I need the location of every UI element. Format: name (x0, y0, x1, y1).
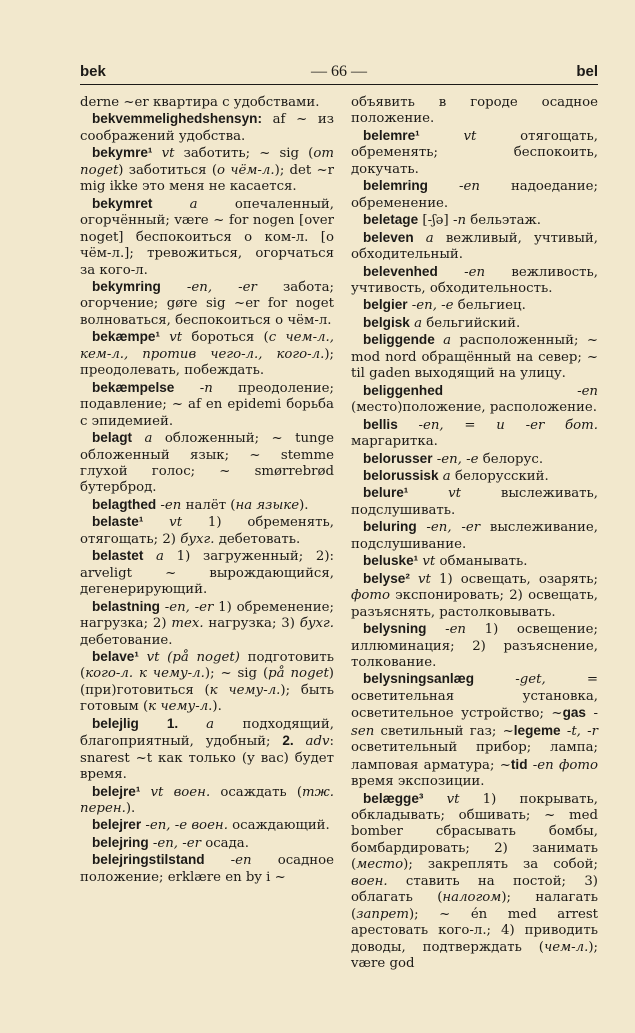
headword: bekymret (92, 195, 153, 211)
headword: belevenhed (363, 263, 438, 279)
left-column (80, 95, 334, 925)
dictionary-entry (80, 497, 334, 514)
headword: belyse² (363, 570, 410, 586)
dictionary-entry (80, 784, 334, 818)
headword: belorusser (363, 450, 433, 466)
entry-italic-label: vt (423, 791, 460, 807)
entry-bold-text: 2. (282, 733, 294, 749)
header-guide-word-right: bel (576, 63, 598, 80)
entry-text: (место)положение, расположение. (351, 400, 597, 416)
headword: belysning (363, 621, 427, 637)
entry-italic-label: с чем-л., кем-л., против чего-л., кого-л. (80, 330, 334, 362)
entry-text: ) заботиться ( (118, 162, 218, 178)
headword: belemring (363, 178, 428, 194)
entry-italic-label: запрет (356, 906, 409, 922)
entry-text: надоедание; обременение. (351, 179, 598, 211)
entry-text: осаждать ( (210, 784, 303, 800)
entry-text: подготовить ( (80, 649, 334, 682)
entry-italic-label: a (206, 716, 215, 732)
entry-text: ). (125, 801, 136, 817)
headword: belagt (92, 430, 133, 446)
entry-italic-label: a (438, 468, 451, 484)
entry-italic-label: к чему-л. (209, 682, 281, 698)
entry-text: дебетовать. (214, 531, 301, 547)
entry-text: бельэтаж. (466, 213, 542, 229)
dictionary-entry (351, 417, 598, 451)
entry-text: ); налагать ( (351, 890, 598, 922)
entry-text: осветительный прибор; лампа; ламповая арматура; ~ (351, 740, 598, 773)
headword: belægge³ (363, 790, 424, 806)
entry-italic-label: vt (152, 146, 175, 162)
headword: belejringstilstand (92, 852, 205, 868)
entry-text: ). (212, 699, 222, 715)
dictionary-entry (351, 383, 598, 417)
entry-italic-label: -en фото (527, 757, 598, 773)
entry-italic-label: -t, -r (560, 723, 598, 739)
dictionary-entry (351, 264, 598, 298)
entry-italic-label: -n (174, 380, 213, 396)
entry-text: ставить на постой; 3) облагать ( (351, 873, 598, 906)
entry-italic-label: -en (437, 264, 486, 280)
entry-italic-label: -get, = (474, 672, 598, 688)
entry-italic-label: a (434, 333, 452, 349)
entry-italic-label: -n (448, 213, 467, 229)
entry-bold-text: legeme (513, 722, 561, 738)
entry-text: белорусский. (450, 468, 549, 484)
entry-text: экспонировать; 2) освещать, разъяснять, растолковывать. (351, 588, 598, 620)
headword: bekymring (92, 278, 161, 294)
dictionary-entry (80, 329, 334, 379)
dictionary-entry (351, 315, 598, 332)
entry-italic-label: vt (160, 330, 183, 346)
headword: belorussisk (363, 467, 439, 483)
entry-continuation (351, 95, 598, 128)
entry-italic-label: -en (427, 179, 480, 195)
entry-text: бельгиец. (453, 298, 526, 314)
entry-italic-label: vt (143, 515, 183, 531)
dictionary-entry (80, 548, 334, 598)
entry-italic-label: a (152, 196, 198, 212)
entry-italic-label: фото (351, 588, 391, 604)
entry-italic-label: -en (204, 853, 252, 869)
entry-italic-label: место (356, 857, 404, 873)
dictionary-entry (80, 380, 334, 430)
entry-italic-label: тех. (171, 616, 204, 632)
entry-bold-text: tid (510, 756, 528, 772)
headword: belure¹ (363, 485, 409, 501)
entry-text: выслеживать, подслушивать. (351, 486, 598, 518)
entry-text: налёт ( (181, 497, 236, 513)
entry-text: вежливость, учтивость, обходительность. (351, 264, 598, 296)
dictionary-entry (351, 332, 598, 382)
headword: bekæmpe¹ (92, 329, 160, 345)
headword: belejrer (92, 817, 142, 833)
entry-text: дебетование. (80, 632, 173, 648)
dictionary-entry (351, 297, 598, 314)
dictionary-entry (351, 621, 598, 671)
entry-italic-label: -en (443, 383, 598, 399)
header-guide-word-left: bek (80, 63, 106, 80)
entry-italic-label: om noget (80, 146, 334, 178)
entry-text: время экспозиции. (351, 774, 485, 790)
entry-text: ); ~ én med arrest арестовать кого-л.; 4) приводить доводы, подтверждать ( (351, 906, 598, 955)
page-number: — 66 — (311, 63, 367, 80)
headword: belgier (363, 297, 408, 313)
entry-text: derne ~er квартира с удобствами. (80, 95, 320, 110)
headword: bekymre¹ (92, 145, 153, 161)
entry-text: преодоление; подавление; ~ af en epidemi борьба с эпидемией. (80, 380, 334, 429)
entry-text: ) (при)готовиться ( (80, 666, 334, 698)
entry-italic-label: бухг. (299, 616, 334, 632)
entry-italic-label: -en, -e (407, 298, 454, 314)
entry-text: светильный газ; ~ (374, 723, 514, 739)
entry-text: 1) освещение; иллюминация; 2) разъяснение, толкование. (351, 622, 598, 670)
entry-italic-label: vt (på noget) (138, 649, 240, 665)
headword: belastning (92, 598, 160, 614)
entry-continuation (80, 95, 334, 111)
headword: belastet (92, 548, 144, 564)
entry-text: ); være god (351, 939, 598, 972)
entry-text: белорус. (478, 451, 544, 467)
dictionary-entry (351, 485, 598, 519)
entry-text: обманывать. (435, 554, 528, 570)
headword: belgisk (363, 314, 410, 330)
entry-italic-label: -en (426, 622, 466, 638)
headword: beliggende (363, 332, 435, 348)
dictionary-entry (80, 111, 334, 145)
dictionary-entry (351, 468, 598, 485)
entry-italic-label: vt воен. (140, 784, 211, 800)
dictionary-entry (80, 817, 334, 834)
headword: beluske¹ (363, 553, 419, 569)
entry-italic-label: -en, = u -er бот. (397, 417, 598, 433)
entry-italic-label: о чём-л. (217, 162, 275, 178)
entry-text: вежливый, учтивый, обходительный. (351, 230, 598, 263)
entry-text: обложенный; ~ tunge обложенный язык; ~ stemme глухой голос; ~ smørrebrød бутерброд. (80, 431, 335, 496)
dictionary-entry (80, 716, 334, 784)
entry-italic-label: a (132, 431, 153, 447)
right-column (351, 95, 599, 972)
dictionary-entry (80, 852, 334, 886)
entry-italic-label: a (143, 549, 164, 565)
dictionary-entry (351, 212, 598, 229)
entry-italic-label: a (413, 230, 434, 246)
entry-italic-label: чем-л. (543, 939, 589, 955)
dictionary-entry (351, 671, 598, 790)
headword: beletage (363, 212, 419, 228)
headword: belaste¹ (92, 514, 144, 530)
entry-italic-label: a (409, 315, 422, 331)
entry-text: выслеживание, подслушивание. (351, 520, 599, 552)
entry-text: af ~ из соображений удобства. (80, 112, 334, 144)
entry-text: заботить; ~ sig ( (174, 146, 314, 162)
entry-italic-label: -sen (351, 706, 598, 739)
entry-text: ); закреплять за собой; (403, 857, 598, 873)
dictionary-entry (80, 430, 334, 497)
dictionary-entry (351, 230, 598, 264)
entry-text: осветительная установка, осветительное устройство; ~ (351, 688, 598, 722)
headword: beliggenhed (363, 382, 444, 398)
headword: belemre¹ (363, 127, 420, 143)
entry-italic-label: к чему-л. (148, 699, 213, 715)
entry-text: подходящий, благоприятный, удобный; (80, 716, 334, 750)
headword: bekvemmelighedshensyn: (92, 111, 262, 127)
dictionary-entry (351, 451, 598, 468)
dictionary-entry (351, 178, 598, 212)
entry-text: опечаленный, огорчённый; være ~ for nogen [over noget] беспокоиться о ком-л. [о чём-л.]; тревожиться, огорчаться за кого-л. (80, 196, 334, 278)
entry-text: расположенный; ~ mod nord обращённый на север; ~ til gaden выходящий на улицу. (351, 333, 598, 382)
entry-italic-label: -en, -er (416, 520, 481, 536)
dictionary-entry (80, 279, 334, 329)
entry-text: бельгийский. (422, 315, 521, 331)
entry-text: нагрузка; 3) (203, 616, 300, 632)
dictionary-entry (351, 519, 598, 553)
dictionary-entry (80, 196, 334, 279)
dictionary-entry (80, 145, 334, 195)
headword: belagthed (92, 496, 157, 512)
entry-text: : snarest ~t как только (у вас) будет время. (80, 734, 334, 783)
dictionary-entry (351, 571, 598, 621)
entry-italic-label: на языке (235, 497, 300, 513)
dictionary-entry (351, 128, 598, 178)
entry-italic-label: vt (419, 128, 477, 144)
dictionary-entry (80, 514, 334, 548)
entry-text: маргаритка. (351, 434, 438, 450)
entry-text: бороться ( (182, 330, 269, 346)
entry-italic-label: тж. перен. (80, 784, 334, 817)
headword: bekæmpelse (92, 379, 175, 395)
entry-text: отягощать, обременять; беспокоить, докучать. (351, 128, 598, 177)
entry-italic-label: налогом (442, 890, 502, 906)
entry-text: 1) покрывать, обкладывать; обшивать; ~ med bomber сбрасывать бомбы, бомбардировать; 2) занимать ( (351, 791, 598, 873)
entry-italic-label: -en, -e воен. (141, 818, 228, 834)
headword: beluring (363, 519, 417, 535)
entry-text: ). (299, 497, 309, 513)
entry-italic-label: vt (408, 486, 462, 502)
entry-text: [-ʃə] (418, 213, 449, 229)
entry-italic-label: -en, -er (160, 279, 257, 295)
headword: belejlig (92, 715, 139, 731)
entry-text: ); быть готовым ( (80, 682, 334, 715)
entry-text: осада. (200, 835, 249, 851)
dictionary-entry (80, 599, 334, 649)
entry-text: 1) обременение; нагрузка; 2) (80, 599, 335, 632)
entry-italic-label: vt (409, 571, 431, 587)
headword: beleven (363, 229, 414, 245)
entry-italic-label: -en, -er (148, 835, 201, 851)
dictionary-entry (351, 791, 598, 973)
entry-bold-text: 1. (138, 715, 207, 731)
header-rule (80, 84, 598, 85)
entry-italic-label: -en (156, 497, 182, 513)
entry-italic-label: på noget (268, 666, 329, 682)
dictionary-entry (80, 649, 334, 716)
headword: belejring (92, 834, 149, 850)
entry-text: 1) загруженный; 2): arveligt ~ вырождающийся, дегенерирующий. (80, 549, 334, 598)
entry-text: осадное положение; erklære en by i ~ (80, 853, 335, 885)
dictionary-entry (80, 835, 334, 852)
page-header (80, 63, 598, 85)
headword: belysningsanlæg (363, 671, 475, 687)
entry-italic-label: воен. (351, 873, 388, 889)
entry-italic-label: бухг. (180, 531, 215, 547)
entry-bold-text: gas (562, 705, 586, 721)
headword: belejre¹ (92, 783, 141, 799)
entry-italic-label: -en, -e (432, 451, 479, 467)
entry-text: ); ~ sig ( (204, 666, 269, 682)
entry-text: осаждающий. (227, 818, 330, 834)
entry-italic-label: -en, -er (159, 599, 214, 615)
headword: bellis (363, 416, 398, 432)
entry-italic-label: vt (418, 554, 436, 570)
entry-text: забота; огорчение; gøre sig ~er for noget волноваться, беспокоиться о чём-л. (80, 279, 334, 328)
entry-italic-label: кого-л. к чему-л. (85, 666, 205, 682)
dictionary-entry (351, 553, 598, 570)
headword: belave¹ (92, 648, 139, 664)
entry-text: 1) освещать, озарять; (430, 571, 598, 587)
entry-text: ); преодолевать, побеждать. (80, 346, 334, 379)
entry-text: ); det ~r mig ikke это меня не касается. (80, 162, 335, 195)
entry-text: объявить в городе осадное положение. (351, 95, 598, 127)
entry-italic-label: adv (293, 734, 330, 750)
entry-text: 1) обременять, отягощать; 2) (80, 515, 334, 547)
